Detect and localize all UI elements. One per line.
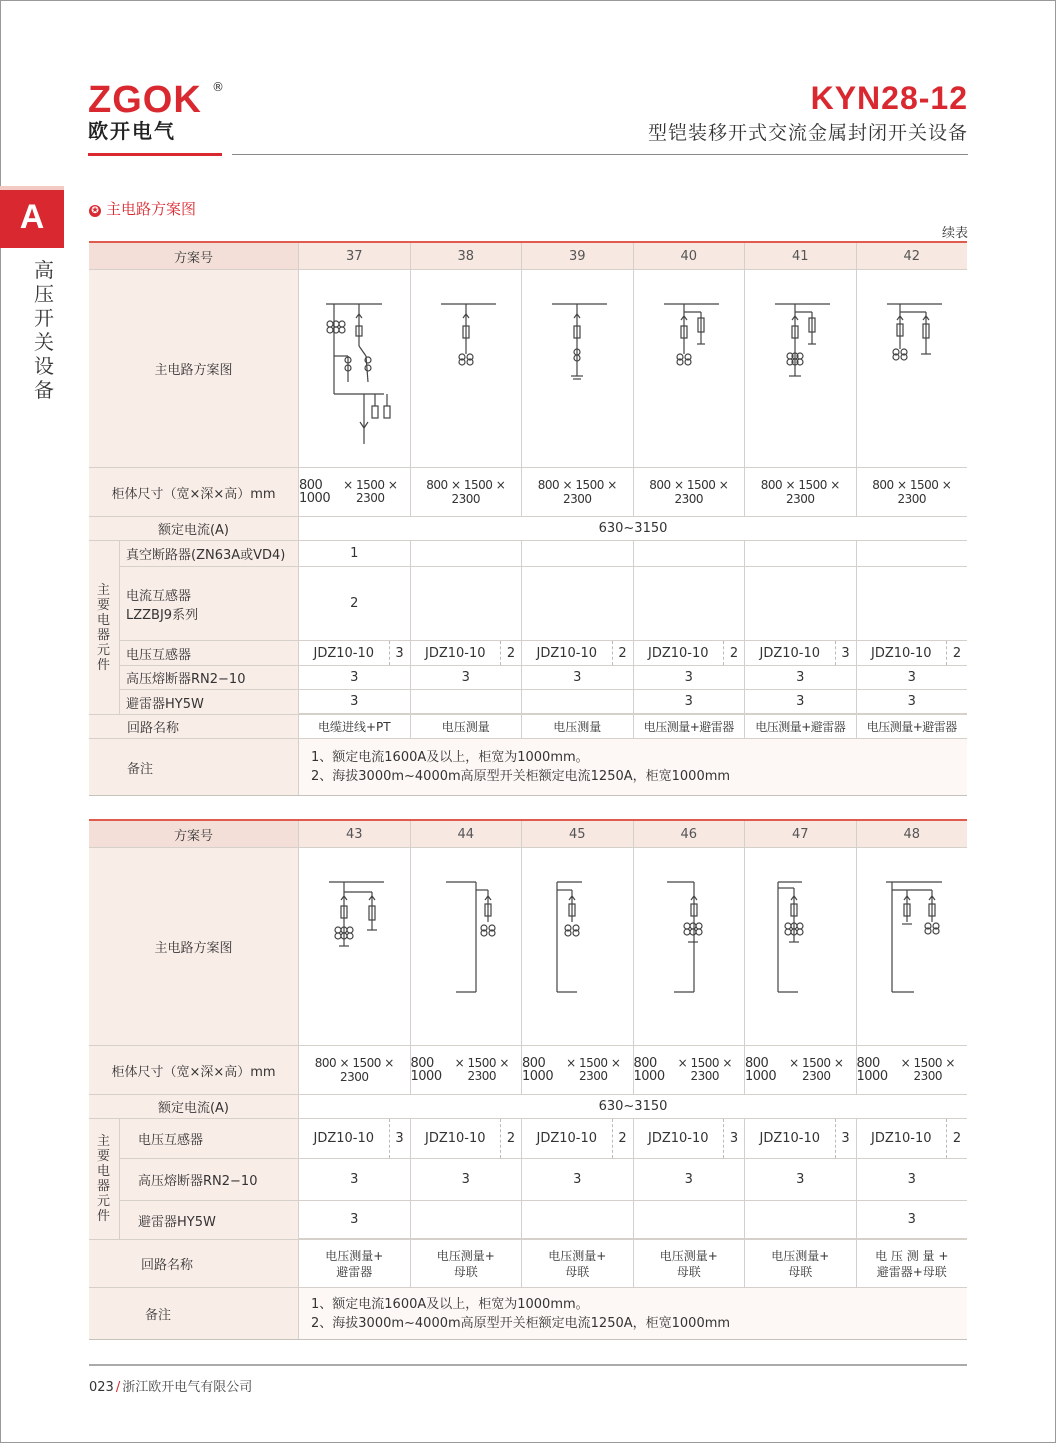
circuit-name: 电压测量+避雷器 [856,715,968,738]
components-label [89,1119,298,1239]
table-row [89,1095,967,1119]
vt-cell [633,641,745,665]
vt-cell [410,641,522,665]
circuit-line: 母联 [565,1264,590,1279]
company-name: 浙江欧开电气有限公司 [122,1380,253,1395]
size-width-a: 800 [745,1056,769,1071]
vt-qty: 3 [835,1119,856,1158]
scheme-no: 43 [298,821,410,847]
arrester-qty: 3 [856,690,968,713]
size-width-b: 1000 [856,1069,888,1084]
vt-model: JDZ10-10 [424,645,486,661]
vt-qty: 3 [389,1119,410,1158]
circuit-name [298,1240,410,1287]
circuit-line: 避雷器 [336,1264,373,1279]
header-divider [232,154,968,155]
continued-label: 续表 [941,226,968,241]
table-row [298,641,967,666]
size-width-b: 1000 [299,491,331,506]
vt-cell [633,1119,745,1158]
ct-qty [744,567,856,640]
scheme-no: 37 [298,243,410,269]
circuit-name [410,1240,522,1287]
circuit-line: 母联 [676,1264,701,1279]
scheme-no: 45 [521,821,633,847]
circuit-line: 电压测量+ [548,1248,607,1263]
circuit-name: 电缆进线+PT [298,715,410,738]
arrester-qty [521,1201,633,1238]
arrester-qty [410,690,522,713]
circuit-diagram-45 [521,848,633,1045]
size-rest: × 1500 × 2300 [454,1056,509,1083]
ct-label-line2: LZZBJ9系列 [126,607,199,623]
components-group-label: 主要电器元件 [97,1134,111,1224]
vt-cell [856,641,968,665]
rated-current-label: 额定电流(A) [89,517,298,540]
breaker-qty [633,541,745,566]
size-width-a: 800 [522,1056,546,1071]
vt-cell [521,641,633,665]
diagram-label: 主电路方案图 [89,848,298,1045]
vt-model: JDZ10-10 [313,1131,375,1146]
arrester-qty: 3 [744,690,856,713]
size-value [744,1046,856,1094]
footer-divider [89,1364,967,1366]
logo-underline [88,153,222,156]
rated-current-value: 630~3150 [298,517,967,540]
arrester-label: 避雷器HY5W [126,696,204,712]
arrester-qty [633,1201,745,1238]
circuit-name [744,1240,856,1287]
ct-label-line1: 电流互感器 [126,588,192,604]
vt-qty: 3 [835,641,856,665]
chapter-title: 高压开关设备 [34,258,54,402]
vt-label: 电压互感器 [120,641,298,666]
ct-qty [633,567,745,640]
vt-model: JDZ10-10 [313,645,375,661]
registered-mark: ® [212,80,224,94]
ct-qty [521,567,633,640]
vt-model: JDZ10-10 [647,1131,709,1146]
vt-qty: 2 [946,641,967,665]
size-value: 800 × 1500 × 2300 [633,468,745,516]
arrester-qty: 3 [298,1201,410,1238]
components-group-label: 主要电器元件 [97,582,111,673]
breaker-qty [410,541,522,566]
circuit-diagram-37 [298,270,410,467]
note-line: 1、额定电流1600A及以上，柜宽为1000mm。 [311,750,589,765]
remarks-notes [298,739,967,795]
product-model: KYN28-12 [810,80,968,116]
scheme-no: 39 [521,243,633,269]
vt-model: JDZ10-10 [536,645,598,661]
breaker-qty [856,541,968,566]
size-value: 800 × 1500 × 2300 [410,468,522,516]
arrester-label: 避雷器HY5W [138,1214,216,1230]
vt-model: JDZ10-10 [424,1131,486,1146]
table-row [89,517,967,541]
table-row [298,1159,967,1201]
scheme-no: 48 [856,821,968,847]
size-rest: × 1500 × 2300 [789,1056,844,1083]
fuse-qty: 3 [856,666,968,689]
footer-separator: / [115,1380,121,1395]
table-row [89,714,967,739]
ct-qty [410,567,522,640]
fuse-qty: 3 [744,1159,856,1200]
circuit-diagram-40 [633,270,745,467]
circuit-line: 母联 [788,1264,813,1279]
vt-model: JDZ10-10 [759,645,821,661]
fuse-label: 高压熔断器RN2−10 [120,666,298,690]
fuse-qty: 3 [856,1159,968,1200]
vt-cell [410,1119,522,1158]
scheme-no-label: 方案号 [89,243,298,269]
circuit-line: 电压测量+ [659,1248,718,1263]
vt-cell [298,1119,410,1158]
circuit-name: 电压测量+避雷器 [744,715,856,738]
chapter-tab: A [0,190,64,248]
vt-qty: 2 [946,1119,967,1158]
fuse-qty: 3 [521,1159,633,1200]
fuse-qty: 3 [633,666,745,689]
size-rest: × 1500 × 2300 [343,478,398,505]
logo-chinese-name: 欧开电气 [88,119,176,143]
scheme-no: 38 [410,243,522,269]
size-value [856,1046,968,1094]
diagram-label: 主电路方案图 [89,270,298,467]
logo-wordmark: ZGOK [88,79,202,121]
note-line: 2、海拔3000m~4000m高原型开关柜额定电流1250A，柜宽1000mm [311,1315,731,1331]
circuit-line: 电压测量+ [771,1248,830,1263]
circuit-name [521,1240,633,1287]
table-row [89,468,967,517]
table-row [89,243,967,270]
circuit-label: 回路名称 [89,715,298,738]
arrester-qty: 3 [633,690,745,713]
circuit-line: 电压测量+ [325,1248,384,1263]
circuit-diagram-38 [410,270,522,467]
arrester-qty [744,1201,856,1238]
size-width-a: 800 [856,1056,880,1071]
scheme-no: 44 [410,821,522,847]
fuse-qty: 3 [410,666,522,689]
vt-qty: 2 [500,641,521,665]
arrester-qty [521,690,633,713]
circuit-diagram-43 [298,848,410,1045]
table-row [298,666,967,690]
circuit-line: 母联 [453,1264,478,1279]
brand-logo [88,80,228,142]
arrester-qty [410,1201,522,1238]
vt-model: JDZ10-10 [536,1131,598,1146]
fuse-qty: 3 [521,666,633,689]
size-value [298,468,410,516]
table-row [89,1046,967,1095]
table-row [298,567,967,641]
vt-cell [856,1119,968,1158]
circuit-line: 避雷器+母联 [876,1264,947,1279]
size-rest: × 1500 × 2300 [566,1056,621,1083]
size-width-b: 1000 [633,1069,665,1084]
table-row [298,1201,967,1239]
size-value: 800 × 1500 × 2300 [744,468,856,516]
size-width-b: 1000 [745,1069,777,1084]
vt-cell [744,1119,856,1158]
vt-qty: 2 [612,641,633,665]
scheme-no: 42 [856,243,968,269]
table-row [89,1239,967,1288]
table-row [89,739,967,795]
size-value: 800 × 1500 × 2300 [298,1046,410,1094]
circuit-diagram-44 [410,848,522,1045]
table-row [89,270,967,468]
circuit-name: 电压测量 [410,715,522,738]
circuit-name [856,1240,968,1287]
size-value [633,1046,745,1094]
circuit-name: 电压测量 [521,715,633,738]
circuit-diagram-42 [856,270,968,467]
vt-cell [744,641,856,665]
vt-qty: 2 [612,1119,633,1158]
circuit-name [633,1240,745,1287]
scheme-no-label: 方案号 [89,821,298,847]
vt-qty: 3 [389,641,410,665]
arrester-qty: 3 [856,1201,968,1238]
arrester-qty: 3 [298,690,410,713]
size-width-a: 800 [633,1056,657,1071]
table-row [298,690,967,714]
breaker-qty [521,541,633,566]
ct-qty: 2 [298,567,410,640]
ct-qty [856,567,968,640]
rated-current-label: 额定电流(A) [89,1095,298,1118]
scheme-no: 47 [744,821,856,847]
breaker-qty [744,541,856,566]
remarks-label: 备注 [89,739,298,795]
breaker-qty: 1 [298,541,410,566]
fuse-qty: 3 [298,1159,410,1200]
circuit-diagram-47 [744,848,856,1045]
table-row [89,1288,967,1339]
scheme-no: 46 [633,821,745,847]
size-rest: × 1500 × 2300 [900,1056,955,1083]
table-row [89,821,967,848]
circuit-diagram-41 [744,270,856,467]
section-title-text: 主电路方案图 [106,200,197,218]
product-subtitle: 型铠装移开式交流金属封闭开关设备 [647,122,968,144]
size-width-b: 1000 [522,1069,554,1084]
note-line: 1、额定电流1600A及以上，柜宽为1000mm。 [311,1296,589,1312]
scheme-table-2 [89,819,967,1340]
ct-label [120,567,298,641]
size-label: 柜体尺寸（宽×深×高）mm [89,1046,298,1094]
components-block [89,541,967,714]
scheme-table-1 [89,241,967,796]
bullet-icon: ✪ [89,205,101,217]
rated-current-value: 630~3150 [298,1095,967,1118]
circuit-name: 电压测量+避雷器 [633,715,745,738]
fuse-label: 高压熔断器RN2−10 [120,1159,298,1201]
size-value: 800 × 1500 × 2300 [856,468,968,516]
vt-model: JDZ10-10 [647,645,709,661]
vt-qty: 2 [500,1119,521,1158]
size-width-a: 800 [410,1056,434,1071]
section-title [89,198,196,219]
scheme-no: 40 [633,243,745,269]
remarks-notes [298,1288,967,1339]
size-width-a: 800 [299,478,323,493]
circuit-line: 电压测量+ [436,1248,495,1263]
size-rest: × 1500 × 2300 [677,1056,732,1083]
circuit-line: 电 压 测 量 + [875,1248,949,1263]
page-footer [89,1376,252,1395]
size-label: 柜体尺寸（宽×深×高）mm [89,468,298,516]
fuse-qty: 3 [744,666,856,689]
table-row [89,848,967,1046]
circuit-diagram-39 [521,270,633,467]
components-label [89,541,298,714]
page-number: 023 [89,1380,114,1395]
vt-qty: 2 [723,641,744,665]
table-row [298,541,967,567]
scheme-no: 41 [744,243,856,269]
size-value: 800 × 1500 × 2300 [521,468,633,516]
vt-cell [521,1119,633,1158]
vt-qty: 3 [723,1119,744,1158]
vt-model: JDZ10-10 [870,645,932,661]
size-width-b: 1000 [410,1069,442,1084]
fuse-qty: 3 [633,1159,745,1200]
vt-cell [298,641,410,665]
vt-model: JDZ10-10 [759,1131,821,1146]
fuse-qty: 3 [410,1159,522,1200]
circuit-label: 回路名称 [89,1240,298,1287]
fuse-qty: 3 [298,666,410,689]
note-line: 2、海拔3000m~4000m高原型开关柜额定电流1250A，柜宽1000mm [311,769,731,784]
size-value [410,1046,522,1094]
circuit-diagram-46 [633,848,745,1045]
vt-label: 电压互感器 [120,1119,298,1159]
remarks-label: 备注 [89,1288,298,1339]
table-row [298,1119,967,1159]
size-value [521,1046,633,1094]
circuit-diagram-48 [856,848,968,1045]
breaker-label: 真空断路器(ZN63A或VD4) [120,541,298,567]
components-block [89,1119,967,1239]
vt-model: JDZ10-10 [870,1131,932,1146]
